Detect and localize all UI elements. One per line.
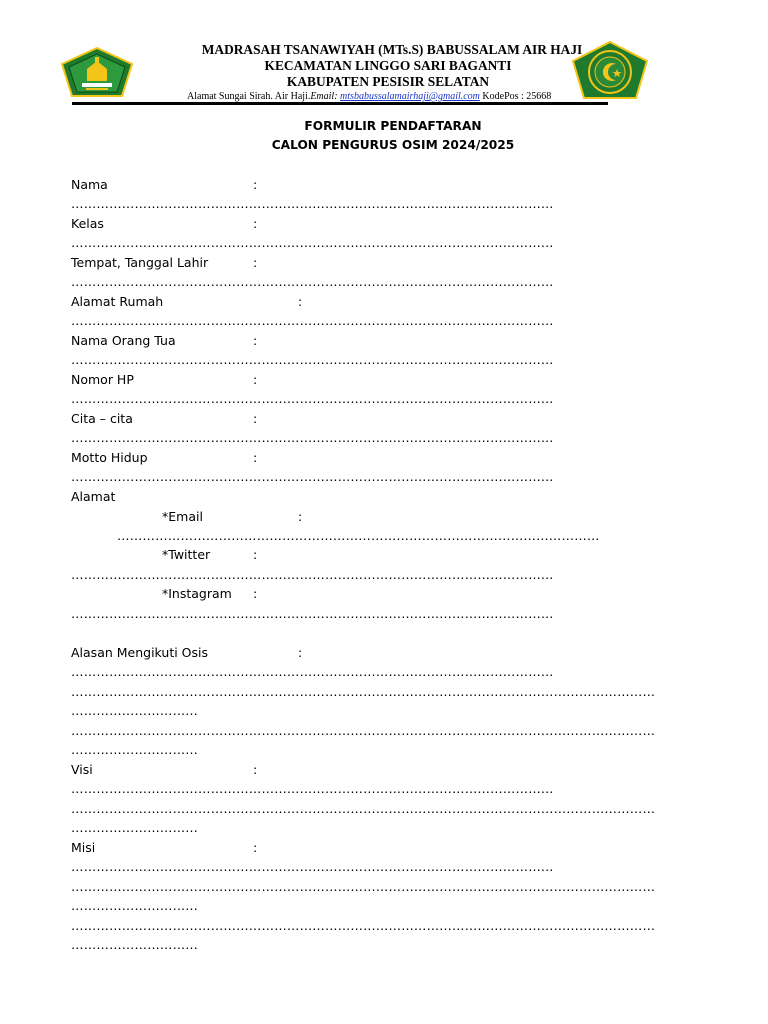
input-line-misi-4[interactable]: …………………………………………………………………………………………………………………………: [71, 918, 656, 933]
colon: :: [298, 509, 303, 524]
label-twitter: *Twitter: [162, 547, 211, 562]
input-line-misi-3[interactable]: …………………………: [71, 898, 198, 913]
label-email: *Email: [162, 509, 203, 524]
input-line-visi-2[interactable]: …………………………………………………………………………………………………………………………: [71, 801, 656, 816]
input-line-nama[interactable]: ……………………………………………………………………………………………………: [71, 196, 554, 211]
input-line-alasan-4[interactable]: …………………………………………………………………………………………………………………………: [71, 723, 656, 738]
email-label: Email:: [310, 91, 338, 102]
district-name: KECAMATAN LINGGO SARI BAGANTI: [264, 58, 512, 73]
label-kelas: Kelas: [71, 216, 104, 231]
label-nama-ortu: Nama Orang Tua: [71, 333, 176, 348]
colon: :: [253, 177, 258, 192]
input-line-motto[interactable]: ……………………………………………………………………………………………………: [71, 469, 554, 484]
school-name: MADRASAH TSANAWIYAH (MTs.S) BABUSSALAM AIR HAJI: [201, 42, 583, 57]
input-line-instagram[interactable]: ……………………………………………………………………………………………………: [71, 606, 554, 621]
input-line-alasan-5[interactable]: …………………………: [71, 742, 198, 757]
input-line-alasan-3[interactable]: …………………………: [71, 703, 198, 718]
input-line-alasan-2[interactable]: …………………………………………………………………………………………………………………………: [71, 684, 656, 699]
colon: :: [253, 586, 258, 601]
address-text: Alamat Sungai Sirah. Air Haji.: [187, 91, 311, 102]
input-line-nama-ortu[interactable]: ……………………………………………………………………………………………………: [71, 352, 554, 367]
label-alasan: Alasan Mengikuti Osis: [71, 645, 209, 660]
regency-name: KABUPATEN PESISIR SELATAN: [286, 74, 490, 89]
label-alamat-rumah: Alamat Rumah: [71, 294, 164, 309]
input-line-nomor-hp[interactable]: ……………………………………………………………………………………………………: [71, 391, 554, 406]
header-divider: [72, 102, 608, 105]
form-subtitle: CALON PENGURUS OSIM 2024/2025: [271, 138, 515, 152]
label-motto: Motto Hidup: [71, 450, 148, 465]
colon: :: [253, 255, 258, 270]
form-title: FORMULIR PENDAFTARAN: [304, 119, 482, 133]
email-link[interactable]: mtsbabussalamairhaji@gmail.com: [340, 91, 480, 102]
input-line-misi-5[interactable]: …………………………: [71, 937, 198, 952]
colon: :: [253, 216, 258, 231]
input-line-visi-1[interactable]: ……………………………………………………………………………………………………: [71, 781, 554, 796]
label-misi: Misi: [71, 840, 96, 855]
label-visi: Visi: [71, 762, 93, 777]
colon: :: [253, 411, 258, 426]
label-nama: Nama: [71, 177, 108, 192]
input-line-twitter[interactable]: ……………………………………………………………………………………………………: [71, 567, 554, 582]
input-line-misi-1[interactable]: ……………………………………………………………………………………………………: [71, 859, 554, 874]
label-instagram: *Instagram: [162, 586, 232, 601]
input-line-ttl[interactable]: ……………………………………………………………………………………………………: [71, 274, 554, 289]
label-alamat: Alamat: [71, 489, 116, 504]
input-line-alamat-rumah[interactable]: ……………………………………………………………………………………………………: [71, 313, 554, 328]
label-nomor-hp: Nomor HP: [71, 372, 134, 387]
colon: :: [298, 294, 303, 309]
colon: :: [253, 547, 258, 562]
input-line-alasan-1[interactable]: ……………………………………………………………………………………………………: [71, 664, 554, 679]
colon: :: [253, 333, 258, 348]
input-line-email[interactable]: ……………………………………………………………………………………………………: [117, 528, 600, 543]
postcode: KodePos : 25668: [479, 91, 552, 102]
colon: :: [253, 450, 258, 465]
label-cita: Cita – cita: [71, 411, 133, 426]
input-line-misi-2[interactable]: …………………………………………………………………………………………………………………………: [71, 879, 656, 894]
input-line-cita[interactable]: ……………………………………………………………………………………………………: [71, 430, 554, 445]
colon: :: [253, 372, 258, 387]
letterhead: [0, 0, 768, 108]
colon: :: [298, 645, 303, 660]
colon: :: [253, 762, 258, 777]
colon: :: [253, 840, 258, 855]
input-line-visi-3[interactable]: …………………………: [71, 820, 198, 835]
input-line-kelas[interactable]: ……………………………………………………………………………………………………: [71, 235, 554, 250]
label-ttl: Tempat, Tanggal Lahir: [71, 255, 209, 270]
